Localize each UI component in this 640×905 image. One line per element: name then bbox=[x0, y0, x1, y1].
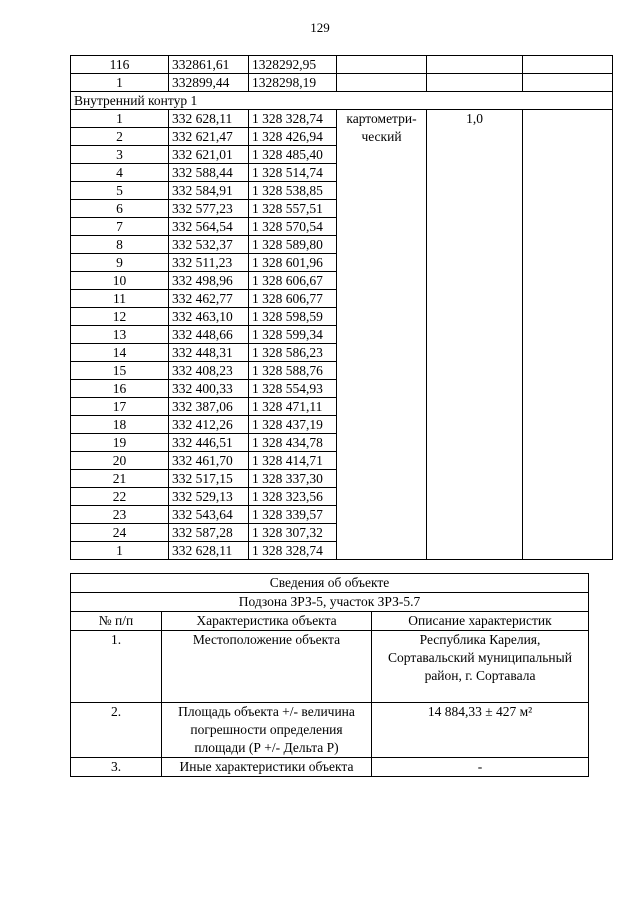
cell-n: 8 bbox=[71, 236, 169, 254]
empty-cell bbox=[523, 110, 613, 560]
cell-y: 1 328 434,78 bbox=[249, 434, 337, 452]
object-info-table bbox=[70, 573, 589, 777]
cell-n: 16 bbox=[71, 380, 169, 398]
empty-cell bbox=[427, 56, 523, 74]
cell-x: 332 588,44 bbox=[169, 164, 249, 182]
cell-y: 1 328 606,77 bbox=[249, 290, 337, 308]
object-table-title: Сведения об объекте bbox=[71, 574, 589, 593]
cell-y: 1 328 598,59 bbox=[249, 308, 337, 326]
cell-n: 23 bbox=[71, 506, 169, 524]
row-description: - bbox=[372, 758, 589, 777]
cell-y: 1 328 471,11 bbox=[249, 398, 337, 416]
cell-y: 1 328 599,34 bbox=[249, 326, 337, 344]
row-num: 1. bbox=[71, 631, 162, 703]
row-characteristic: Местоположение объекта bbox=[162, 631, 372, 703]
cell-y: 1 328 414,71 bbox=[249, 452, 337, 470]
cell-x: 332 529,13 bbox=[169, 488, 249, 506]
cell-y: 1 328 589,80 bbox=[249, 236, 337, 254]
cell-x: 332 532,37 bbox=[169, 236, 249, 254]
cell-y: 1 328 570,54 bbox=[249, 218, 337, 236]
cell-y: 1 328 307,32 bbox=[249, 524, 337, 542]
cell-y: 1 328 328,74 bbox=[249, 110, 337, 128]
coordinates-table bbox=[70, 55, 613, 560]
cell-n: 10 bbox=[71, 272, 169, 290]
cell-n: 21 bbox=[71, 470, 169, 488]
row-characteristic: Иные характеристики объекта bbox=[162, 758, 372, 777]
header-description: Описание характеристик bbox=[372, 612, 589, 631]
cell-x: 332 564,54 bbox=[169, 218, 249, 236]
table-row bbox=[71, 74, 613, 92]
cell-x: 332 543,64 bbox=[169, 506, 249, 524]
table-row bbox=[71, 758, 589, 777]
cell-y: 1328292,95 bbox=[249, 56, 337, 74]
accuracy-cell: 1,0 bbox=[427, 110, 523, 560]
cell-x: 332 628,11 bbox=[169, 110, 249, 128]
cell-x: 332 511,23 bbox=[169, 254, 249, 272]
row-num: 3. bbox=[71, 758, 162, 777]
header-characteristic: Характеристика объекта bbox=[162, 612, 372, 631]
empty-cell bbox=[427, 74, 523, 92]
cell-x: 332 412,26 bbox=[169, 416, 249, 434]
cell-n: 22 bbox=[71, 488, 169, 506]
cell-n: 11 bbox=[71, 290, 169, 308]
cell-y: 1 328 588,76 bbox=[249, 362, 337, 380]
cell-y: 1 328 328,74 bbox=[249, 542, 337, 560]
cell-x: 332 461,70 bbox=[169, 452, 249, 470]
empty-cell bbox=[337, 74, 427, 92]
cell-n: 7 bbox=[71, 218, 169, 236]
cell-n: 3 bbox=[71, 146, 169, 164]
table-row bbox=[71, 703, 589, 758]
cell-y: 1 328 485,40 bbox=[249, 146, 337, 164]
cell-n: 19 bbox=[71, 434, 169, 452]
cell-y: 1 328 554,93 bbox=[249, 380, 337, 398]
cell-x: 332 463,10 bbox=[169, 308, 249, 326]
cell-y: 1 328 514,74 bbox=[249, 164, 337, 182]
cell-x: 332 621,01 bbox=[169, 146, 249, 164]
cell-y: 1 328 337,30 bbox=[249, 470, 337, 488]
cell-n: 116 bbox=[71, 56, 169, 74]
cell-x: 332 448,66 bbox=[169, 326, 249, 344]
method-cell: картометри-ческий bbox=[337, 110, 427, 560]
cell-x: 332 498,96 bbox=[169, 272, 249, 290]
cell-n: 5 bbox=[71, 182, 169, 200]
cell-n: 15 bbox=[71, 362, 169, 380]
table-row bbox=[71, 110, 613, 128]
row-description: 14 884,33 ± 427 м² bbox=[372, 703, 589, 758]
header-num: № п/п bbox=[71, 612, 162, 631]
cell-y: 1 328 586,23 bbox=[249, 344, 337, 362]
cell-x: 332 400,33 bbox=[169, 380, 249, 398]
cell-x: 332899,44 bbox=[169, 74, 249, 92]
cell-n: 13 bbox=[71, 326, 169, 344]
cell-y: 1 328 323,56 bbox=[249, 488, 337, 506]
row-characteristic: Площадь объекта +/- величина погрешности определения площади (Р +/- Дельта Р) bbox=[162, 703, 372, 758]
cell-x: 332 628,11 bbox=[169, 542, 249, 560]
cell-n: 4 bbox=[71, 164, 169, 182]
empty-cell bbox=[523, 74, 613, 92]
table-row bbox=[71, 631, 589, 703]
cell-n: 1 bbox=[71, 110, 169, 128]
cell-y: 1 328 538,85 bbox=[249, 182, 337, 200]
cell-y: 1 328 426,94 bbox=[249, 128, 337, 146]
cell-n: 20 bbox=[71, 452, 169, 470]
cell-n: 1 bbox=[71, 542, 169, 560]
row-description: Республика Карелия, Сортавальский муниципальный район, г. Сортавала bbox=[372, 631, 589, 703]
cell-n: 18 bbox=[71, 416, 169, 434]
cell-y: 1 328 557,51 bbox=[249, 200, 337, 218]
cell-n: 12 bbox=[71, 308, 169, 326]
cell-n: 24 bbox=[71, 524, 169, 542]
object-table-subtitle: Подзона ЗРЗ-5, участок ЗРЗ-5.7 bbox=[71, 593, 589, 612]
cell-x: 332 577,23 bbox=[169, 200, 249, 218]
cell-n: 2 bbox=[71, 128, 169, 146]
cell-n: 1 bbox=[71, 74, 169, 92]
section-row bbox=[71, 92, 613, 110]
empty-cell bbox=[337, 56, 427, 74]
cell-x: 332861,61 bbox=[169, 56, 249, 74]
empty-cell bbox=[523, 56, 613, 74]
table-row bbox=[71, 56, 613, 74]
cell-x: 332 462,77 bbox=[169, 290, 249, 308]
cell-y: 1 328 601,96 bbox=[249, 254, 337, 272]
cell-x: 332 517,15 bbox=[169, 470, 249, 488]
page-number: 129 bbox=[310, 20, 330, 35]
cell-x: 332 448,31 bbox=[169, 344, 249, 362]
cell-y: 1328298,19 bbox=[249, 74, 337, 92]
cell-x: 332 587,28 bbox=[169, 524, 249, 542]
cell-y: 1 328 437,19 bbox=[249, 416, 337, 434]
cell-y: 1 328 606,67 bbox=[249, 272, 337, 290]
section-title: Внутренний контур 1 bbox=[71, 92, 613, 110]
cell-x: 332 408,23 bbox=[169, 362, 249, 380]
cell-x: 332 621,47 bbox=[169, 128, 249, 146]
row-num: 2. bbox=[71, 703, 162, 758]
cell-n: 17 bbox=[71, 398, 169, 416]
cell-y: 1 328 339,57 bbox=[249, 506, 337, 524]
cell-x: 332 387,06 bbox=[169, 398, 249, 416]
cell-x: 332 584,91 bbox=[169, 182, 249, 200]
cell-x: 332 446,51 bbox=[169, 434, 249, 452]
cell-n: 9 bbox=[71, 254, 169, 272]
cell-n: 14 bbox=[71, 344, 169, 362]
cell-n: 6 bbox=[71, 200, 169, 218]
